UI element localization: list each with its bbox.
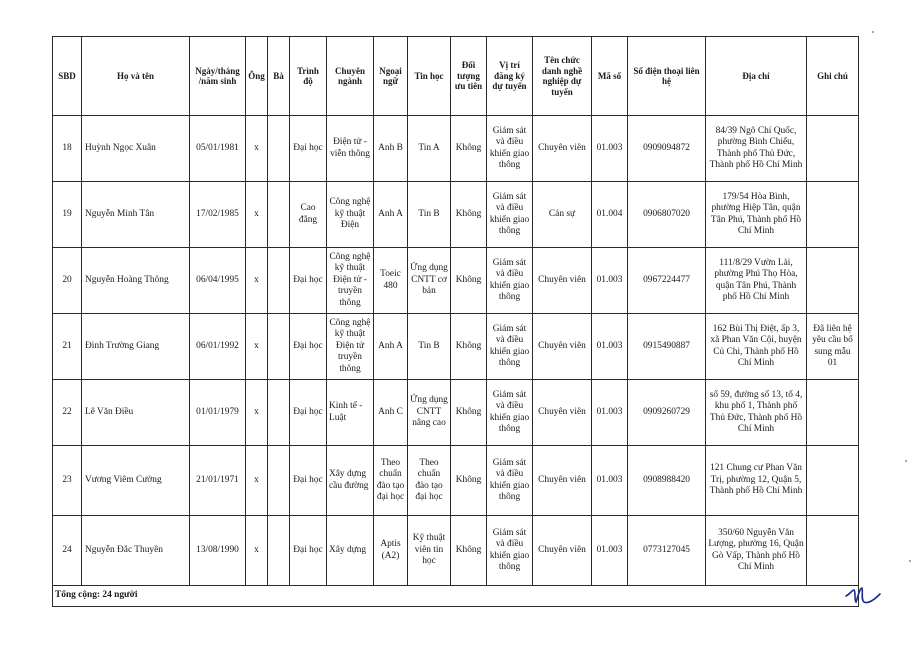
cell-phone: 0909094872 bbox=[628, 116, 706, 182]
cell-dob: 13/08/1990 bbox=[190, 516, 246, 586]
cell-language: Anh A bbox=[374, 182, 408, 248]
header-name: Họ và tên bbox=[82, 37, 190, 116]
cell-dob: 17/02/1985 bbox=[190, 182, 246, 248]
cell-title: Chuyên viên bbox=[533, 116, 592, 182]
cell-language: Anh A bbox=[374, 314, 408, 380]
cell-code: 01.003 bbox=[592, 446, 628, 516]
cell-priority: Không bbox=[451, 314, 487, 380]
header-dob: Ngày/tháng /năm sinh bbox=[190, 37, 246, 116]
cell-name: Lê Văn Điều bbox=[82, 380, 190, 446]
table-row bbox=[53, 380, 859, 446]
cell-name: Nguyễn Hoàng Thông bbox=[82, 248, 190, 314]
cell-address: 350/60 Nguyễn Văn Lượng, phường 16, Quận Gò Vấp, Thành phố Hồ Chí Minh bbox=[706, 516, 807, 586]
cell-female bbox=[268, 182, 290, 248]
cell-major: Công nghệ kỹ thuật Điện bbox=[327, 182, 374, 248]
cell-male: x bbox=[246, 116, 268, 182]
cell-language: Anh B bbox=[374, 116, 408, 182]
cell-position: Giám sát và điều khiển giao thông bbox=[487, 446, 533, 516]
cell-sbd: 20 bbox=[53, 248, 82, 314]
cell-male: x bbox=[246, 314, 268, 380]
cell-note bbox=[807, 516, 859, 586]
table-row bbox=[53, 248, 859, 314]
cell-code: 01.003 bbox=[592, 380, 628, 446]
cell-note bbox=[807, 248, 859, 314]
cell-it: Kỹ thuật viên tin học bbox=[408, 516, 451, 586]
cell-dob: 21/01/1971 bbox=[190, 446, 246, 516]
header-position: Vị trí đăng ký dự tuyển bbox=[487, 37, 533, 116]
cell-code: 01.003 bbox=[592, 516, 628, 586]
cell-major: Kinh tế - Luật bbox=[327, 380, 374, 446]
cell-language: Anh C bbox=[374, 380, 408, 446]
header-address: Địa chỉ bbox=[706, 37, 807, 116]
table-row bbox=[53, 116, 859, 182]
cell-female bbox=[268, 380, 290, 446]
cell-dob: 01/01/1979 bbox=[190, 380, 246, 446]
cell-address: 162 Bùi Thị Điệt, ấp 3, xã Phan Văn Cội, huyện Củ Chi, Thành phố Hồ Chí Minh bbox=[706, 314, 807, 380]
cell-phone: 0967224477 bbox=[628, 248, 706, 314]
cell-female bbox=[268, 446, 290, 516]
header-code: Mã số bbox=[592, 37, 628, 116]
cell-name: Vương Viêm Cường bbox=[82, 446, 190, 516]
cell-note bbox=[807, 116, 859, 182]
cell-male: x bbox=[246, 516, 268, 586]
cell-code: 01.003 bbox=[592, 314, 628, 380]
cell-priority: Không bbox=[451, 182, 487, 248]
cell-language: Toeic 480 bbox=[374, 248, 408, 314]
cell-position: Giám sát và điều khiển giao thông bbox=[487, 116, 533, 182]
cell-level: Đại học bbox=[290, 446, 327, 516]
header-language: Ngoại ngữ bbox=[374, 37, 408, 116]
header-male: Ông bbox=[246, 37, 268, 116]
cell-level: Cao đẳng bbox=[290, 182, 327, 248]
header-title: Tên chức danh nghề nghiệp dự tuyển bbox=[533, 37, 592, 116]
cell-male: x bbox=[246, 182, 268, 248]
cell-male: x bbox=[246, 248, 268, 314]
cell-note bbox=[807, 446, 859, 516]
cell-sbd: 22 bbox=[53, 380, 82, 446]
cell-priority: Không bbox=[451, 116, 487, 182]
cell-code: 01.003 bbox=[592, 116, 628, 182]
cell-note: Đã liên hệ yêu cầu bổ sung mẫu 01 bbox=[807, 314, 859, 380]
cell-phone: 0908988420 bbox=[628, 446, 706, 516]
table-row bbox=[53, 314, 859, 380]
cell-dob: 06/01/1992 bbox=[190, 314, 246, 380]
cell-position: Giám sát và điều khiển giao thông bbox=[487, 380, 533, 446]
scan-speck bbox=[872, 31, 874, 33]
cell-sbd: 18 bbox=[53, 116, 82, 182]
cell-sbd: 21 bbox=[53, 314, 82, 380]
cell-male: x bbox=[246, 446, 268, 516]
header-it: Tin học bbox=[408, 37, 451, 116]
cell-title: Chuyên viên bbox=[533, 446, 592, 516]
cell-dob: 05/01/1981 bbox=[190, 116, 246, 182]
cell-level: Đại học bbox=[290, 314, 327, 380]
cell-code: 01.003 bbox=[592, 248, 628, 314]
cell-it: Ứng dụng CNTT nâng cao bbox=[408, 380, 451, 446]
cell-name: Nguyễn Minh Tân bbox=[82, 182, 190, 248]
cell-female bbox=[268, 116, 290, 182]
cell-sbd: 24 bbox=[53, 516, 82, 586]
header-female: Bà bbox=[268, 37, 290, 116]
total-row bbox=[53, 586, 859, 607]
cell-phone: 0909260729 bbox=[628, 380, 706, 446]
cell-note bbox=[807, 182, 859, 248]
cell-name: Nguyễn Đắc Thuyên bbox=[82, 516, 190, 586]
cell-level: Đại học bbox=[290, 248, 327, 314]
cell-major: Điện tử - viễn thông bbox=[327, 116, 374, 182]
header-priority: Đối tượng ưu tiên bbox=[451, 37, 487, 116]
cell-phone: 0906807020 bbox=[628, 182, 706, 248]
cell-position: Giám sát và điều khiển giao thông bbox=[487, 248, 533, 314]
cell-address: 84/39 Ngô Chí Quốc, phường Bình Chiểu, Thành phố Thủ Đức, Thành phố Hồ Chí Minh bbox=[706, 116, 807, 182]
cell-it: Tin B bbox=[408, 314, 451, 380]
cell-sbd: 19 bbox=[53, 182, 82, 248]
cell-level: Đại học bbox=[290, 516, 327, 586]
cell-name: Đinh Trường Giang bbox=[82, 314, 190, 380]
cell-name: Huỳnh Ngọc Xuân bbox=[82, 116, 190, 182]
cell-female bbox=[268, 314, 290, 380]
cell-phone: 0773127045 bbox=[628, 516, 706, 586]
cell-level: Đại học bbox=[290, 116, 327, 182]
cell-it: Tin A bbox=[408, 116, 451, 182]
cell-priority: Không bbox=[451, 516, 487, 586]
scan-speck bbox=[905, 460, 907, 462]
cell-position: Giám sát và điều khiển giao thông bbox=[487, 314, 533, 380]
cell-address: số 59, đường số 13, tổ 4, khu phố 1, Thành phố Thủ Đức, Thành phố Hồ Chí Minh bbox=[706, 380, 807, 446]
cell-male: x bbox=[246, 380, 268, 446]
cell-language: Aptis (A2) bbox=[374, 516, 408, 586]
cell-title: Cán sự bbox=[533, 182, 592, 248]
cell-female bbox=[268, 248, 290, 314]
cell-priority: Không bbox=[451, 380, 487, 446]
header-note: Ghi chú bbox=[807, 37, 859, 116]
table-row bbox=[53, 516, 859, 586]
cell-dob: 06/04/1995 bbox=[190, 248, 246, 314]
candidate-table-page bbox=[52, 36, 858, 607]
cell-language: Theo chuẩn đào tạo đại học bbox=[374, 446, 408, 516]
cell-address: 179/54 Hòa Bình, phường Hiệp Tân, quận Tân Phú, Thành phố Hồ Chí Minh bbox=[706, 182, 807, 248]
cell-it: Tin B bbox=[408, 182, 451, 248]
table-row bbox=[53, 446, 859, 516]
scan-speck bbox=[909, 560, 911, 562]
cell-major: Công nghệ kỹ thuật Điện tử truyền thông bbox=[327, 314, 374, 380]
cell-major: Công nghệ kỹ thuật Điện tử - truyền thông bbox=[327, 248, 374, 314]
cell-female bbox=[268, 516, 290, 586]
cell-code: 01.004 bbox=[592, 182, 628, 248]
cell-position: Giám sát và điều khiển giao thông bbox=[487, 516, 533, 586]
header-level: Trình độ bbox=[290, 37, 327, 116]
cell-sbd: 23 bbox=[53, 446, 82, 516]
cell-address: 121 Chung cư Phan Văn Trị, phường 12, Quận 5, Thành phố Hồ Chí Minh bbox=[706, 446, 807, 516]
candidate-table bbox=[52, 36, 859, 607]
total-label: Tổng cộng: 24 người bbox=[53, 586, 859, 607]
signature-mark bbox=[842, 578, 882, 612]
header-sbd: SBD bbox=[53, 37, 82, 116]
cell-title: Chuyên viên bbox=[533, 314, 592, 380]
cell-title: Chuyên viên bbox=[533, 248, 592, 314]
cell-title: Chuyên viên bbox=[533, 380, 592, 446]
cell-address: 111/8/29 Vườn Lài, phường Phú Thọ Hòa, quận Tân Phú, Thành phố Hồ Chí Minh bbox=[706, 248, 807, 314]
cell-priority: Không bbox=[451, 446, 487, 516]
cell-position: Giám sát và điều khiển giao thông bbox=[487, 182, 533, 248]
cell-note bbox=[807, 380, 859, 446]
cell-major: Xây dựng bbox=[327, 516, 374, 586]
cell-phone: 0915490887 bbox=[628, 314, 706, 380]
cell-title: Chuyên viên bbox=[533, 516, 592, 586]
header-major: Chuyên ngành bbox=[327, 37, 374, 116]
cell-level: Đại học bbox=[290, 380, 327, 446]
cell-priority: Không bbox=[451, 248, 487, 314]
cell-it: Theo chuẩn đào tạo đại học bbox=[408, 446, 451, 516]
header-phone: Số điện thoại liên hệ bbox=[628, 37, 706, 116]
table-row bbox=[53, 182, 859, 248]
cell-it: Ứng dụng CNTT cơ bản bbox=[408, 248, 451, 314]
header-row bbox=[53, 37, 859, 116]
cell-major: Xây dựng cầu đường bbox=[327, 446, 374, 516]
